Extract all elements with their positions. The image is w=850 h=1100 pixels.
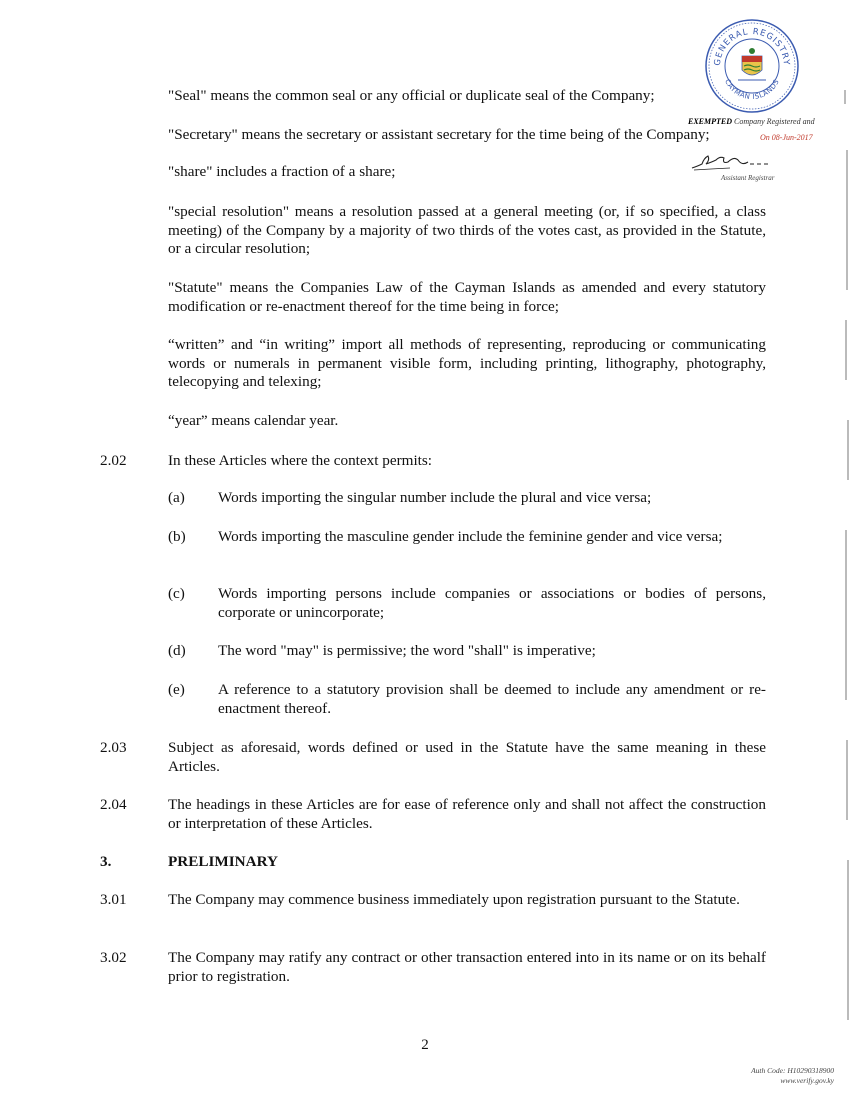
- seal-graphic: [704, 18, 800, 114]
- signature-icon: [690, 148, 772, 174]
- registered-text: Company Registered and: [734, 117, 815, 126]
- sub-item-text: The word "may" is permissive; the word "shall" is imperative;: [218, 642, 596, 659]
- sub-item-text: A reference to a statutory provision shall be deemed to include any amendment or re-enactment thereof.: [218, 681, 766, 717]
- seal-bottom-text: CAYMAN ISLANDS: [723, 77, 781, 102]
- clause-text: Subject as aforesaid, words defined or used in the Statute have the same meaning in these Articles.: [168, 739, 766, 775]
- sub-item-letter: (e): [168, 681, 185, 698]
- clause-number: 2.04: [100, 796, 127, 813]
- section-heading: PRELIMINARY: [168, 853, 278, 870]
- clause-text: The headings in these Articles are for ease of reference only and shall not affect the construction or interpretation of these Articles.: [168, 796, 766, 832]
- definition-special-resolution: "special resolution" means a resolution passed at a general meeting (or, if so specified, a class meeting) of the Company by a majority of two thirds of the votes cast, as provided in the Statute, or a circular resolution;: [168, 203, 766, 257]
- scan-edge-marks: [843, 60, 850, 1040]
- sub-item-text: Words importing the singular number include the plural and vice versa;: [218, 489, 652, 506]
- sub-item-letter: (d): [168, 642, 186, 659]
- seal-top-text: GENERAL REGISTRY: [712, 26, 792, 67]
- definition-share: "share" includes a fraction of a share;: [168, 163, 396, 180]
- page-number: 2: [421, 1037, 429, 1053]
- clause-text: The Company may commence business immediately upon registration pursuant to the Statute.: [168, 891, 740, 908]
- sub-item-letter: (a): [168, 489, 185, 506]
- sub-item-text: Words importing the masculine gender include the feminine gender and vice versa;: [218, 528, 723, 545]
- clause-text: The Company may ratify any contract or other transaction entered into in its name or on its behalf prior to registration.: [168, 949, 766, 985]
- clause-number: 2.02: [100, 452, 127, 469]
- section-number: 3.: [100, 853, 112, 870]
- clause-intro: In these Articles where the context permits:: [168, 452, 433, 469]
- definition-secretary: "Secretary" means the secretary or assistant secretary for the time being of the Company;: [168, 126, 710, 143]
- verify-website: www.verify.gov.ky: [780, 1076, 834, 1085]
- registry-stamp-line: [688, 117, 815, 126]
- sub-item-letter: (c): [168, 585, 185, 602]
- registry-seal: [704, 18, 800, 114]
- definition-year: “year” means calendar year.: [168, 412, 339, 429]
- svg-text:CAYMAN ISLANDS: [723, 78, 781, 101]
- auth-code-block: [751, 1066, 834, 1086]
- clause-number: 3.01: [100, 891, 127, 908]
- definition-written: “written” and “in writing” import all methods of representing, reproducing or communicating words or numerals in permanent visible form, including printing, lithography, photography, telecopying and telexing;: [168, 336, 766, 390]
- coat-of-arms-icon: [738, 48, 766, 80]
- clause-number: 2.03: [100, 739, 127, 756]
- assistant-registrar-label: Assistant Registrar: [721, 174, 775, 182]
- sub-item-text: Words importing persons include companies or associations or bodies of persons, corporate or unincorporate;: [218, 585, 766, 621]
- clause-number: 3.02: [100, 949, 127, 966]
- sub-item-letter: (b): [168, 528, 186, 545]
- exempted-label: EXEMPTED: [688, 117, 733, 126]
- registration-date: On 08-Jun-2017: [760, 133, 813, 142]
- definition-statute: "Statute" means the Companies Law of the Cayman Islands as amended and every statutory modification or re-enactment thereof for the time being in force;: [168, 279, 766, 315]
- definition-seal: "Seal" means the common seal or any official or duplicate seal of the Company;: [168, 87, 655, 104]
- auth-code: Auth Code: H10290318900: [751, 1066, 834, 1075]
